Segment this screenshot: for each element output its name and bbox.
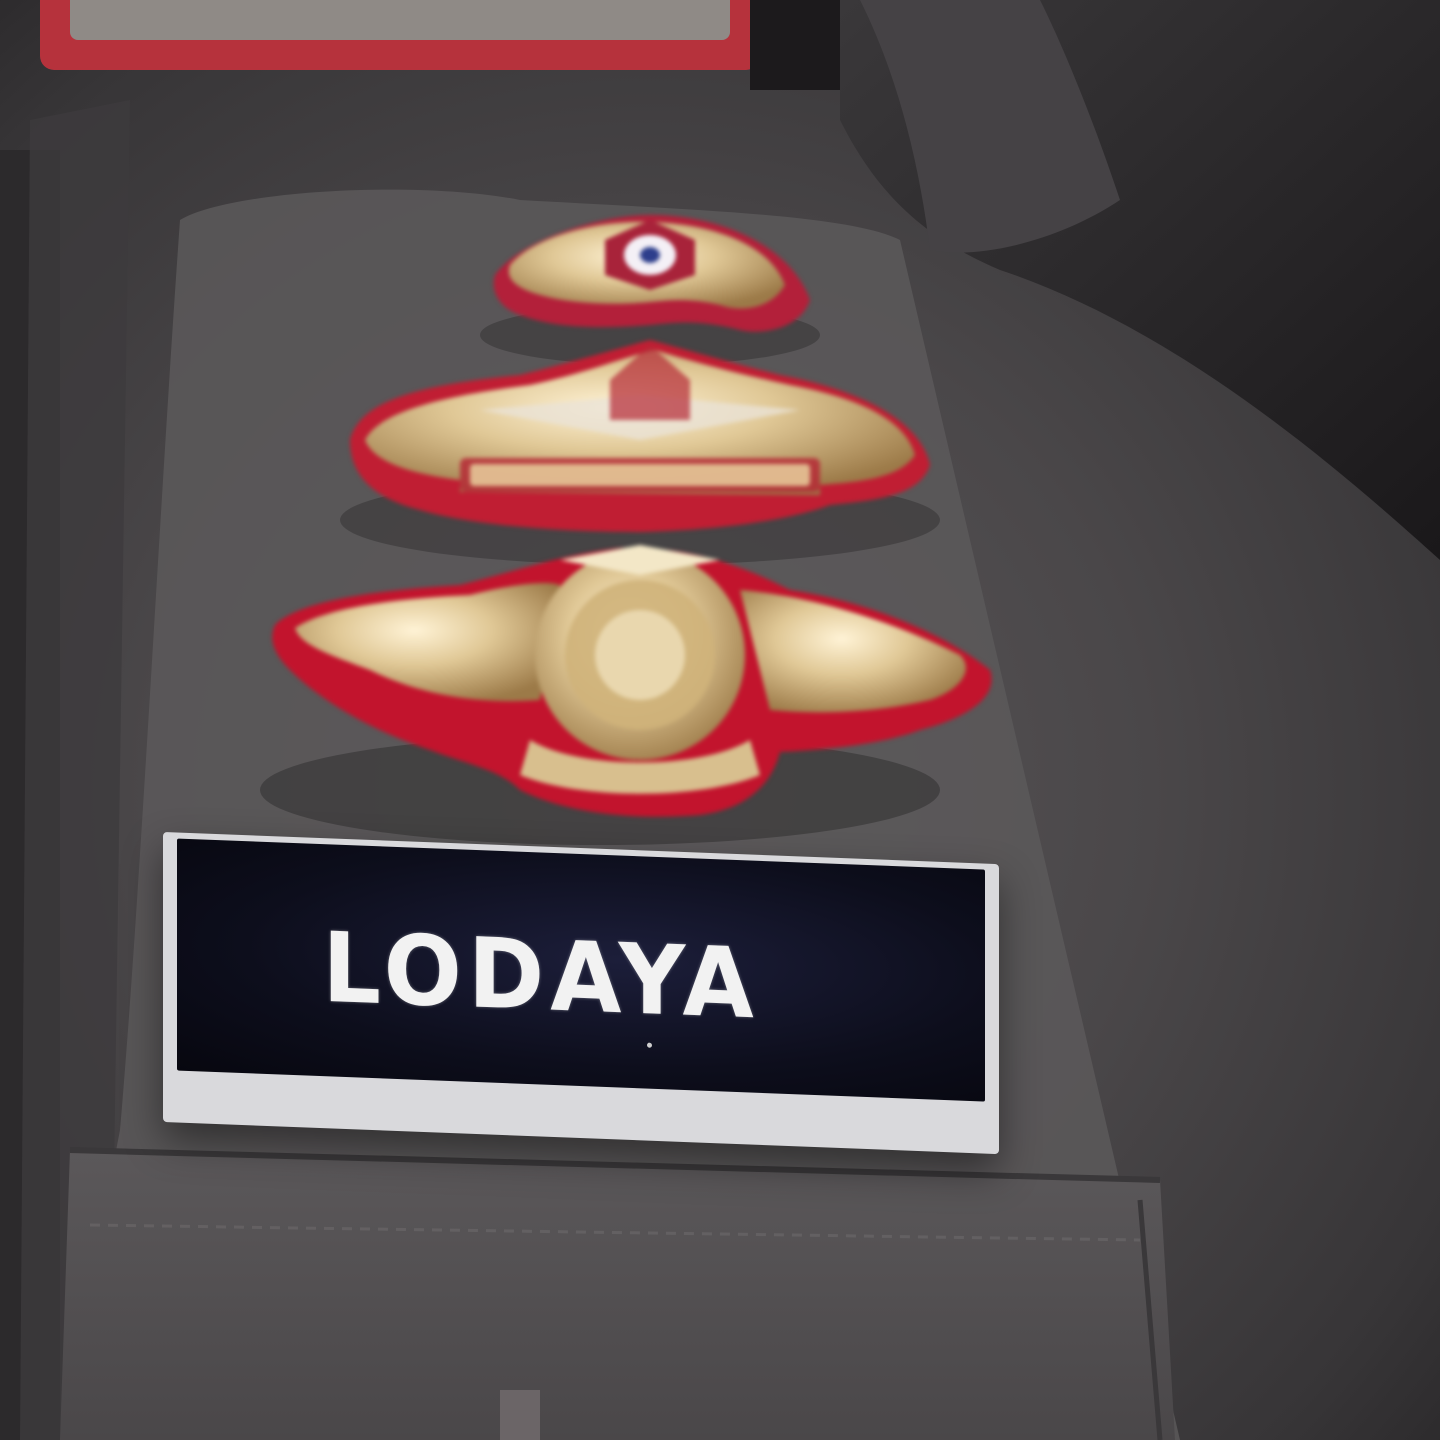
nameplate-pin-dot: [647, 1043, 652, 1048]
nameplate-name-text: LODAYA: [322, 911, 760, 1041]
top-patch: [40, 0, 840, 90]
pocket-flap: [60, 1150, 1175, 1440]
nameplate: [163, 832, 999, 1154]
nameplate-face: [177, 839, 985, 1102]
